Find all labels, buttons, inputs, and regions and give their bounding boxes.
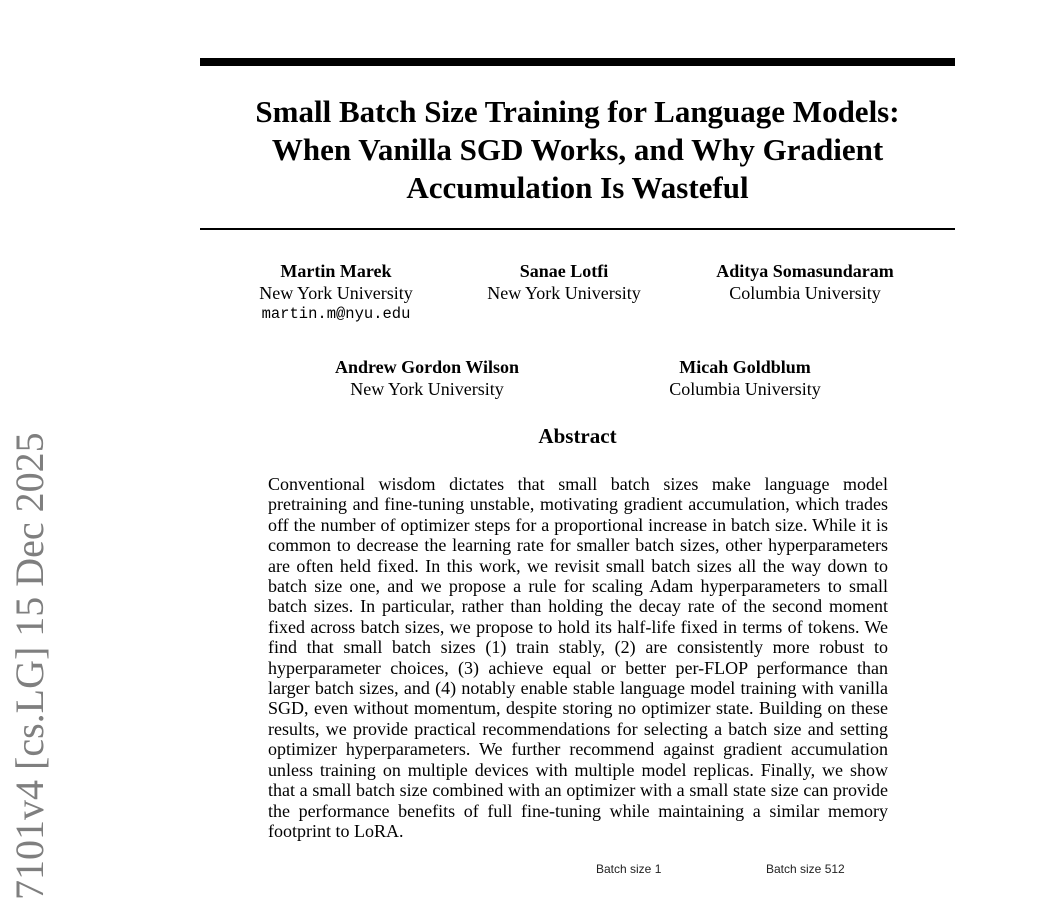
author-block <box>302 357 552 400</box>
figure-label: Batch size 1 <box>596 862 662 876</box>
author-affiliation: New York University <box>487 282 641 303</box>
author-affiliation: New York University <box>350 378 504 399</box>
author-block <box>680 261 930 304</box>
title-line: When Vanilla SGD Works, and Why Gradient <box>271 132 884 167</box>
title-line: Accumulation Is Wasteful <box>406 170 749 205</box>
author-block <box>236 261 436 326</box>
top-rule <box>200 58 955 66</box>
author-name: Aditya Somasundaram <box>716 261 894 281</box>
author-name: Martin Marek <box>280 261 392 281</box>
author-affiliation: New York University <box>259 282 413 303</box>
author-name: Micah Goldblum <box>679 357 811 377</box>
author-affiliation: Columbia University <box>729 282 881 303</box>
arxiv-stamp: 7101v4 [cs.LG] 15 Dec 2025 <box>7 432 52 900</box>
abstract-text: Conventional wisdom dictates that small batch sizes make language model pretraining and fine-tuning unstable, motivating gradient accumulation, which trades off the number of optimizer steps for a proportional increase in batch size. While it is common to decrease the learning rate for smaller batch sizes, other hyperparameters are often held fixed. In this work, we revisit small batch sizes all the way down to batch size one, and we propose a rule for scaling Adam hyperparameters to small batch sizes. In particular, rather than holding the decay rate of the second moment fixed across batch sizes, we propose to hold its half-life fixed in terms of tokens. We find that small batch sizes (1) train stably, (2) are consistently more robust to hyperparameter choices, (3) achieve equal or better per-FLOP performance than larger batch sizes, and (4) notably enable stable language model training with vanilla SGD, even without momentum, despite storing no optimizer state. Building on these results, we provide practical recommendations for selecting a batch size and setting optimizer hyperparameters. We further recommend against gradient accumulation unless training on multiple devices with multiple model replicas. Finally, we show that a small batch size combined with an optimizer with a small state size can provide the performance benefits of full fine-tuning while maintaining a similar memory footprint to LoRA. <box>268 474 888 841</box>
title-bottom-rule <box>200 228 955 230</box>
title-line: Small Batch Size Training for Language Models: <box>255 94 900 129</box>
paper-title <box>200 93 955 207</box>
author-name: Sanae Lotfi <box>519 261 609 281</box>
author-block <box>645 357 845 400</box>
abstract-heading: Abstract <box>538 424 617 448</box>
author-email: martin.m@nyu.edu <box>261 305 411 323</box>
figure-label: Batch size 512 <box>766 862 845 876</box>
author-block <box>464 261 664 304</box>
author-name: Andrew Gordon Wilson <box>334 357 520 377</box>
author-affiliation: Columbia University <box>669 378 821 399</box>
